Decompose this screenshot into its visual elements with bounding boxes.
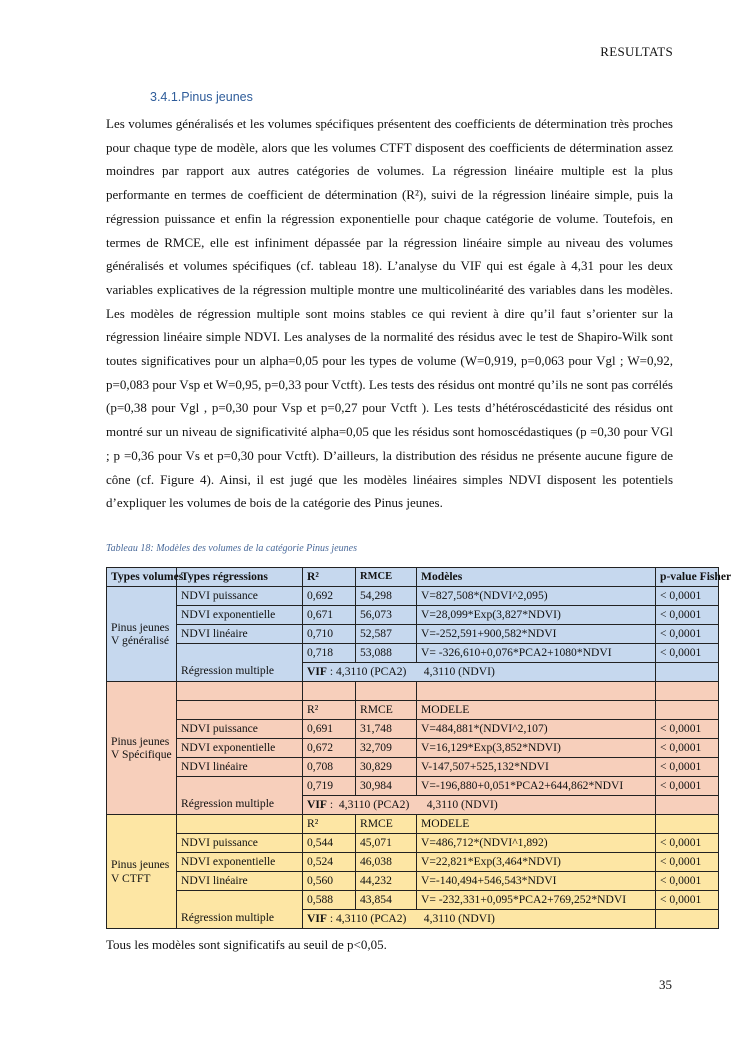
model-equation: V= -232,331+0,095*PCA2+769,252*NDVI (417, 891, 656, 910)
table-footnote: Tous les modèles sont significatifs au seuil de p<0,05. (106, 937, 387, 952)
group-label: Pinus jeunes V généralisé (107, 587, 177, 682)
rmce-value: 43,854 (356, 891, 417, 910)
table-row (107, 872, 719, 891)
p-value: < 0,0001 (656, 758, 719, 777)
rmce-value: 30,984 (356, 777, 417, 796)
empty-cell (303, 682, 356, 701)
page-number: 35 (659, 977, 672, 992)
table-row (107, 625, 719, 644)
regression-type: Régression multiple (177, 777, 303, 815)
running-header: RESULTATS (600, 44, 673, 59)
empty-cell (656, 796, 719, 815)
regression-type: Régression multiple (177, 644, 303, 682)
empty-cell (656, 663, 719, 682)
group-label: Pinus jeunes V CTFT (107, 815, 177, 929)
sub-header-row (107, 815, 719, 834)
r2-value: 0,560 (303, 872, 356, 891)
sub-header-rmce: RMCE (356, 815, 417, 834)
rmce-value: 44,232 (356, 872, 417, 891)
rmce-value: 52,587 (356, 625, 417, 644)
r2-value: 0,588 (303, 891, 356, 910)
table-row (107, 606, 719, 625)
regression-type: NDVI exponentielle (177, 606, 303, 625)
r2-value: 0,671 (303, 606, 356, 625)
table-row (107, 853, 719, 872)
model-equation: V=-140,494+546,543*NDVI (417, 872, 656, 891)
regression-type: NDVI puissance (177, 587, 303, 606)
empty-cell (656, 682, 719, 701)
model-equation: V=-252,591+900,582*NDVI (417, 625, 656, 644)
rmce-value: 53,088 (356, 644, 417, 663)
section-title: 3.4.1.Pinus jeunes (150, 90, 253, 104)
regression-type: NDVI puissance (177, 720, 303, 739)
header-types-regressions: Types régressions (177, 568, 303, 587)
table-row (107, 644, 719, 663)
table-row (107, 682, 719, 701)
table-row (107, 891, 719, 910)
model-equation: V=16,129*Exp(3,852*NDVI) (417, 739, 656, 758)
regression-type: NDVI puissance (177, 834, 303, 853)
rmce-value: 54,298 (356, 587, 417, 606)
rmce-value: 30,829 (356, 758, 417, 777)
model-equation: V=-196,880+0,051*PCA2+644,862*NDVI (417, 777, 656, 796)
empty-cell (656, 910, 719, 929)
r2-value: 0,718 (303, 644, 356, 663)
regression-type: NDVI linéaire (177, 872, 303, 891)
p-value: < 0,0001 (656, 739, 719, 758)
regression-type: NDVI exponentielle (177, 739, 303, 758)
empty-cell (656, 815, 719, 834)
r2-value: 0,719 (303, 777, 356, 796)
group-label: Pinus jeunes V Spécifique (107, 682, 177, 815)
table-caption: Tableau 18: Modèles des volumes de la catégorie Pinus jeunes (106, 543, 357, 554)
table-row (107, 739, 719, 758)
vif-label: VIF (307, 665, 327, 678)
model-equation: V= -326,610+0,076*PCA2+1080*NDVI (417, 644, 656, 663)
vif-cell (303, 796, 656, 815)
header-types-volumes: Types volumes (107, 568, 177, 587)
model-equation: V=486,712*(NDVI^1,892) (417, 834, 656, 853)
header-modeles: Modèles (417, 568, 656, 587)
p-value: < 0,0001 (656, 834, 719, 853)
regression-type: NDVI linéaire (177, 625, 303, 644)
p-value: < 0,0001 (656, 720, 719, 739)
empty-cell (417, 682, 656, 701)
empty-cell (656, 701, 719, 720)
vif-label: VIF (307, 912, 327, 925)
r2-value: 0,708 (303, 758, 356, 777)
empty-cell (356, 682, 417, 701)
rmce-value: 45,071 (356, 834, 417, 853)
sub-header-modele: MODELE (417, 815, 656, 834)
p-value: < 0,0001 (656, 606, 719, 625)
empty-cell (177, 701, 303, 720)
results-table (106, 567, 732, 929)
rmce-value: 46,038 (356, 853, 417, 872)
p-value: < 0,0001 (656, 891, 719, 910)
table-row (107, 758, 719, 777)
p-value: < 0,0001 (656, 777, 719, 796)
r2-value: 0,672 (303, 739, 356, 758)
header-p-value: p-value Fisher (656, 568, 719, 587)
rmce-value: 32,709 (356, 739, 417, 758)
r2-value: 0,692 (303, 587, 356, 606)
table-row (107, 777, 719, 796)
vif-value: : 4,3110 (PCA2) 4,3110 (NDVI) (329, 665, 495, 678)
vif-value: : 4,3110 (PCA2) 4,3110 (NDVI) (329, 798, 498, 811)
regression-type: Régression multiple (177, 891, 303, 929)
rmce-value: 31,748 (356, 720, 417, 739)
body-paragraph: Les volumes généralisés et les volumes spécifiques présentent des coefficients de détermination très proches pour chaque type de modèle, alors que les volumes CTFT disposent des coefficients de détermination assez moindres par rapport aux autres catégories de volumes. La régression linéaire multiple est la plus performante en termes de coefficient de détermination (R²), suivi de la régression linéaire simple, puis la régression puissance et enfin la régression exponentielle pour chaque catégorie de volume. Toutefois, en termes de RMCE, elle est infiniment dépassée par la régression linéaire simple au niveau des volumes généralisés et volumes spécifiques (cf. tableau 18). L’analyse du VIF qui est égale à 4,31 pour les deux variables explicatives de la régression multiple montre une multicolinéarité des variables dans les modèles. Les modèles de régression multiple sont moins stables ce qui revient à dire qu’il faut s’orienter sur la régression linéaire simple NDVI. Les analyses de la normalité des résidus avec le test de Shapiro-Wilk sont toutes significatives pour un alpha=0,05 pour les types de volume (W=0,919, p=0,063 pour Vgl ; W=0,92, p=0,083 pour Vsp et W=0,95, p=0,33 pour Vctft). Les tests des résidus ont montré qu’ils ne sont pas corrélés (p=0,38 pour Vgl , p=0,30 pour Vsp et p=0,27 pour Vctft ). Les tests d’hétéroscédasticité des résidus ont montré sur un niveau de significativité alpha=0,05 que les résidus sont homoscédastiques (p =0,30 pour VGl ; p =0,36 pour Vs et p=0,30 pour Vctft). D’ailleurs, la distribution des résidus ne présente aucune figure de cône (cf. Figure 4). Ainsi, il est jugé que les modèles linéaires simples NDVI disposent les potentiels d’expliquer les volumes de bois de la catégorie des Pinus jeunes. (106, 116, 673, 511)
table-header-row (107, 568, 719, 587)
vif-label: VIF (307, 798, 327, 811)
p-value: < 0,0001 (656, 587, 719, 606)
p-value: < 0,0001 (656, 625, 719, 644)
table-row (107, 720, 719, 739)
model-equation: V-147,507+525,132*NDVI (417, 758, 656, 777)
table-row (107, 834, 719, 853)
regression-type: NDVI exponentielle (177, 853, 303, 872)
p-value: < 0,0001 (656, 872, 719, 891)
r2-value: 0,710 (303, 625, 356, 644)
p-value: < 0,0001 (656, 644, 719, 663)
rmce-value: 56,073 (356, 606, 417, 625)
header-rmce: RMCE (356, 568, 417, 587)
sub-header-modele: MODELE (417, 701, 656, 720)
empty-cell (177, 682, 303, 701)
model-equation: V=22,821*Exp(3,464*NDVI) (417, 853, 656, 872)
table-row (107, 587, 719, 606)
empty-cell (177, 815, 303, 834)
regression-type: NDVI linéaire (177, 758, 303, 777)
sub-header-r2: R² (303, 815, 356, 834)
sub-header-rmce: RMCE (356, 701, 417, 720)
r2-value: 0,524 (303, 853, 356, 872)
r2-value: 0,691 (303, 720, 356, 739)
r2-value: 0,544 (303, 834, 356, 853)
sub-header-row (107, 701, 719, 720)
p-value: < 0,0001 (656, 853, 719, 872)
model-equation: V=484,881*(NDVI^2,107) (417, 720, 656, 739)
sub-header-r2: R² (303, 701, 356, 720)
vif-cell (303, 910, 656, 929)
model-equation: V=827,508*(NDVI^2,095) (417, 587, 656, 606)
vif-cell (303, 663, 656, 682)
header-r2: R² (303, 568, 356, 587)
model-equation: V=28,099*Exp(3,827*NDVI) (417, 606, 656, 625)
vif-value: : 4,3110 (PCA2) 4,3110 (NDVI) (329, 912, 495, 925)
